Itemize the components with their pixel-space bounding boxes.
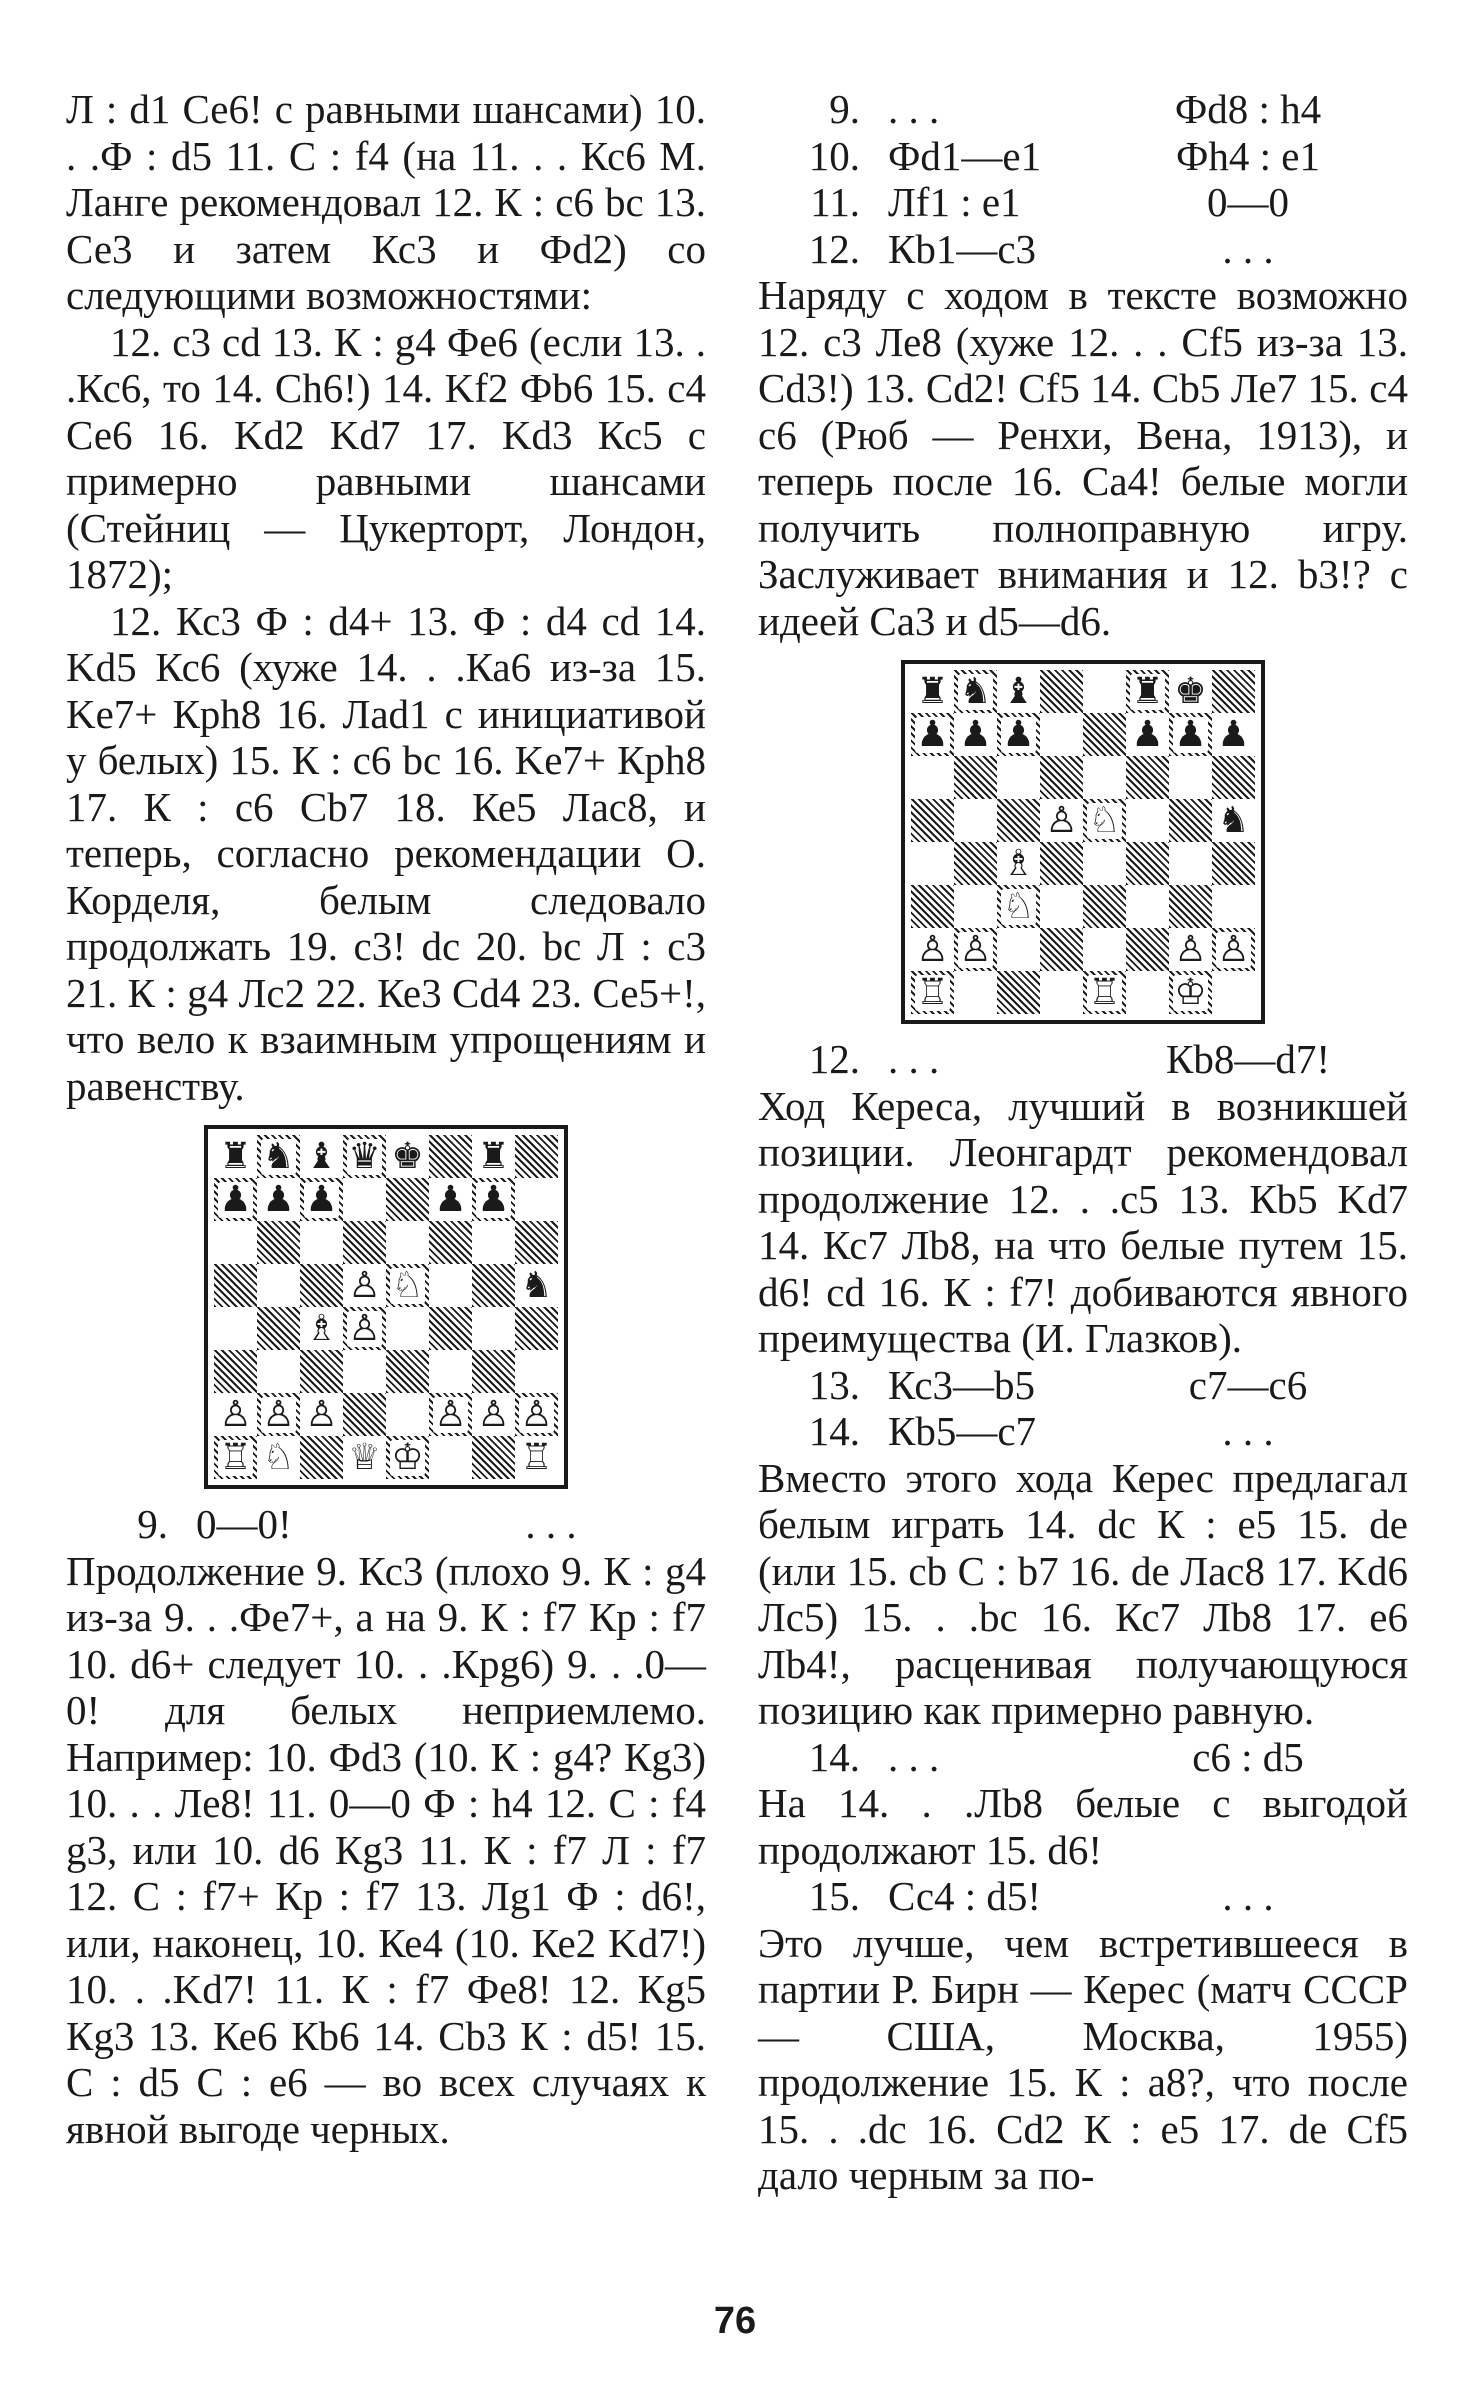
board-square: [997, 885, 1040, 928]
white-pawn-icon: ♙: [1217, 928, 1250, 970]
board-square: [515, 1350, 558, 1393]
board-square: [1169, 885, 1212, 928]
board-square: [911, 670, 954, 713]
board-square: [257, 1350, 300, 1393]
black-move: . . .: [1222, 225, 1274, 272]
board-square: [1212, 928, 1255, 971]
black-move: Фh4 : e1: [1176, 132, 1320, 179]
white-rook-icon: ♖: [520, 1436, 553, 1478]
paragraph: Продолжение 9. Кс3 (плохо 9. К : g4 из-за 9. . .Фе7+, а на 9. К : f7 Кр : f7 10. d6+ следует 10. . .Крg6) 9. . .0—0! для белых неприемлемо. Например: 10. Фd3 (10. К : g4? Кg3) 10. . . Ле8! 11. 0—0 Ф : h4 12. С : f4 g3, или 10. d6 Кg3 11. К : f7 Л : f7 12. С : f7+ Кр : f7 13. Лg1 Ф : d6!, или, наконец, 10. Ке4 (10. Ке2 Kd7!) 10. . .Kd7! 11. К : f7 Фе8! 12. Кg5 Кg3 13. Ке6 Кb6 14. Cb3 К : d5! 15. С : d5 С : е6 — во всех случаях к явной выгоде черных.: [66, 1547, 706, 2152]
board-square: [472, 1178, 515, 1221]
move-line: [758, 1408, 1408, 1455]
black-king-icon: ♚: [1174, 670, 1207, 712]
board-square: [997, 713, 1040, 756]
board-square: [300, 1221, 343, 1264]
move-number: 15.: [808, 1873, 860, 1919]
black-move: Кb8—d7!: [1166, 1036, 1330, 1082]
move-number: 13.: [808, 1361, 860, 1408]
move-line: [758, 1734, 1408, 1781]
move-line: [758, 226, 1408, 273]
paragraph: Л : d1 Се6! с равными шансами) 10. . .Ф : d5 11. С : f4 (на 11. . . Кс6 М. Ланге рекомендовал 12. К : с6 bс 13. Се3 и затем Кс3 и Фd2) со следующими возможностями:: [66, 86, 706, 318]
board-square: [911, 971, 954, 1014]
board-square: [343, 1221, 386, 1264]
board-square: [472, 1264, 515, 1307]
board-square: [472, 1393, 515, 1436]
board-square: [1040, 670, 1083, 713]
board-square: [1083, 842, 1126, 885]
board-square: [300, 1436, 343, 1479]
black-bishop-icon: ♝: [1002, 670, 1035, 712]
white-move: . . .: [888, 86, 940, 132]
black-rook-icon: ♜: [219, 1135, 252, 1177]
black-pawn-icon: ♟: [305, 1178, 338, 1220]
board-square: [1212, 971, 1255, 1014]
chess-diagram-1-wrap: [66, 1125, 706, 1489]
white-move: . . .: [888, 1733, 940, 1780]
board-square: [1126, 799, 1169, 842]
black-pawn-icon: ♟: [916, 713, 949, 755]
white-pawn-icon: ♙: [348, 1264, 381, 1306]
board-square: [386, 1221, 429, 1264]
move-line: [758, 179, 1408, 226]
board-square: [1040, 971, 1083, 1014]
board-square: [954, 713, 997, 756]
black-pawn-icon: ♟: [1217, 713, 1250, 755]
board-square: [257, 1221, 300, 1264]
move-number: 10.: [808, 132, 860, 179]
board-square: [1126, 928, 1169, 971]
board-square: [257, 1178, 300, 1221]
board-square: [997, 756, 1040, 799]
board-square: [214, 1221, 257, 1264]
black-knight-icon: ♞: [1217, 799, 1250, 841]
board-square: [515, 1178, 558, 1221]
chess-diagram-2: [901, 660, 1265, 1024]
paragraph: 12. Кс3 Ф : d4+ 13. Ф : d4 cd 14. Kd5 Кс6 (хуже 14. . .Ка6 из-за 15. Ke7+ Крh8 16. Лad1 с инициативой у белых) 15. К : с6 bc 16. Ke7+ Крh8 17. К : c6 Cb7 18. Ке5 Лас8, и теперь, согласно рекомендации О. Корделя, белым следовало продолжать 19. с3! dc 20. bc Л : с3 21. К : g4 Лс2 22. Ке3 Cd4 23. Се5+!, что вело к взаимным упрощениям и равенству.: [66, 597, 706, 1109]
white-knight-icon: ♘: [1002, 885, 1035, 927]
board-square: [997, 928, 1040, 971]
board-square: [515, 1393, 558, 1436]
black-pawn-icon: ♟: [1174, 713, 1207, 755]
board-square: [1040, 928, 1083, 971]
move-number: 14.: [808, 1408, 860, 1454]
chess-diagram-2-wrap: [758, 660, 1408, 1024]
white-move: Фd1—e1: [888, 132, 1042, 179]
white-pawn-icon: ♙: [348, 1307, 381, 1349]
black-knight-icon: ♞: [959, 670, 992, 712]
black-move: . . .: [1222, 1408, 1274, 1454]
board-square: [1169, 713, 1212, 756]
paragraph: 12. с3 cd 13. К : g4 Фе6 (если 13. . .Кс6, то 14. Ch6!) 14. Kf2 Фb6 15. с4 Се6 16. Kd2 Kd7 17. Kd3 Кс5 с примерно равными шансами (Стейниц — Цукерторт, Лондон, 1872);: [66, 318, 706, 597]
board-square: [1212, 842, 1255, 885]
board-square: [515, 1135, 558, 1178]
board-square: [214, 1436, 257, 1479]
board-square: [1126, 885, 1169, 928]
board-square: [429, 1307, 472, 1350]
board-square: [997, 842, 1040, 885]
white-move: Кb5—с7: [888, 1408, 1037, 1454]
board-square: [911, 928, 954, 971]
page-number: 76: [713, 2300, 757, 2342]
board-square: [1040, 885, 1083, 928]
board-square: [1040, 713, 1083, 756]
board-square: [386, 1436, 429, 1479]
board-square: [429, 1178, 472, 1221]
paragraph: На 14. . .Лb8 белые с выгодой продолжают 15. d6!: [758, 1780, 1408, 1873]
paragraph: Вместо этого хода Керес предлагал белым играть 14. dc К : е5 15. de (или 15. cb С : b7 16. de Лас8 17. Kd6 Лс5) 15. . .bc 16. Кс7 Лb8 17. е6 Лb4!, расценивая получающуюся позицию как примерно равную.: [758, 1454, 1408, 1733]
board-square: [911, 885, 954, 928]
black-queen-icon: ♛: [348, 1135, 381, 1177]
board-square: [386, 1135, 429, 1178]
board-square: [214, 1393, 257, 1436]
move-number: 14.: [808, 1733, 860, 1780]
board-square: [1040, 799, 1083, 842]
white-knight-icon: ♘: [391, 1264, 424, 1306]
board-square: [1040, 842, 1083, 885]
white-pawn-icon: ♙: [305, 1393, 338, 1435]
board-square: [257, 1436, 300, 1479]
board-square: [214, 1350, 257, 1393]
white-king-icon: ♔: [391, 1436, 424, 1478]
white-pawn-icon: ♙: [1045, 799, 1078, 841]
board-square: [954, 971, 997, 1014]
board-square: [1212, 799, 1255, 842]
white-king-icon: ♔: [1174, 971, 1207, 1013]
board-square: [472, 1135, 515, 1178]
chess-diagram-1: [204, 1125, 568, 1489]
white-move: Кb1—c3: [888, 225, 1037, 272]
black-pawn-icon: ♟: [262, 1178, 295, 1220]
white-rook-icon: ♖: [219, 1436, 252, 1478]
board-square: [911, 842, 954, 885]
board-square: [1126, 713, 1169, 756]
board-square: [1126, 670, 1169, 713]
board-square: [954, 670, 997, 713]
board-square: [214, 1264, 257, 1307]
move-line: [758, 86, 1408, 133]
board-square: [386, 1178, 429, 1221]
board-square: [300, 1307, 343, 1350]
black-pawn-icon: ♟: [219, 1178, 252, 1220]
move-line: [66, 1501, 706, 1548]
black-bishop-icon: ♝: [305, 1135, 338, 1177]
black-move: . . .: [1222, 1873, 1274, 1919]
black-pawn-icon: ♟: [959, 713, 992, 755]
paragraph: Это лучше, чем встретившееся в партии Р. Бирн — Керес (матч СССР — США, Москва, 1955) продолжение 15. К : а8?, что после 15. . .dc 16. Cd2 К : е5 17. de Cf5 дало черным за по-: [758, 1919, 1408, 2198]
board-square: [997, 799, 1040, 842]
move-number: 12.: [808, 225, 860, 272]
board-square: [1083, 756, 1126, 799]
move-line: [758, 1362, 1408, 1409]
white-move: Сс4 : d5!: [888, 1873, 1042, 1919]
board-square: [429, 1436, 472, 1479]
board-square: [386, 1307, 429, 1350]
board-square: [472, 1436, 515, 1479]
board-square: [954, 756, 997, 799]
board-square: [472, 1221, 515, 1264]
paragraph: Ход Кереса, лучший в возникшей позиции. Леонгардт рекомендовал продолжение 12. . .с5 13. Кb5 Kd7 14. Кс7 Лb8, на что белые путем 15. d6! cd 16. К : f7! добиваются явного преимущества (И. Глазков).: [758, 1082, 1408, 1361]
move-number: 9.: [829, 86, 860, 132]
board-square: [343, 1350, 386, 1393]
white-rook-icon: ♖: [916, 971, 949, 1013]
board-square: [472, 1307, 515, 1350]
board-square: [1212, 756, 1255, 799]
board-square: [1040, 756, 1083, 799]
white-pawn-icon: ♙: [262, 1393, 295, 1435]
white-knight-icon: ♘: [1088, 799, 1121, 841]
board-square: [1169, 799, 1212, 842]
white-move: Кс3—b5: [888, 1361, 1036, 1408]
board-square: [343, 1178, 386, 1221]
board-square: [429, 1264, 472, 1307]
white-knight-icon: ♘: [262, 1436, 295, 1478]
white-pawn-icon: ♙: [520, 1393, 553, 1435]
black-rook-icon: ♜: [1131, 670, 1164, 712]
white-move: Лf1 : e1: [888, 179, 1021, 225]
paragraph: Наряду с ходом в тексте возможно 12. с3 Ле8 (хуже 12. . . Сf5 из-за 13. Cd3!) 13. Cd2! Cf5 14. Cb5 Ле7 15. с4 с6 (Рюб — Ренхи, Вена, 1913), и теперь после 16. Са4! белые могли получить полноправную игру. Заслуживает внимания и 12. b3!? с идеей Са3 и d5—d6.: [758, 272, 1408, 644]
board-square: [954, 885, 997, 928]
black-rook-icon: ♜: [477, 1135, 510, 1177]
black-move: . . .: [525, 1501, 577, 1547]
board-square: [1083, 799, 1126, 842]
move-number: 9.: [137, 1501, 168, 1547]
black-move: с6 : d5: [1192, 1733, 1304, 1780]
board-square: [1212, 885, 1255, 928]
board-square: [1169, 842, 1212, 885]
board-square: [343, 1436, 386, 1479]
board-square: [214, 1307, 257, 1350]
board-square: [1169, 928, 1212, 971]
black-king-icon: ♚: [391, 1135, 424, 1177]
board-square: [954, 928, 997, 971]
white-move: 0—0!: [196, 1501, 292, 1547]
board-square: [515, 1436, 558, 1479]
board-square: [429, 1135, 472, 1178]
board-square: [515, 1221, 558, 1264]
board-square: [954, 842, 997, 885]
board-square: [1126, 842, 1169, 885]
white-pawn-icon: ♙: [434, 1393, 467, 1435]
board-square: [257, 1264, 300, 1307]
board-square: [911, 756, 954, 799]
board-square: [515, 1264, 558, 1307]
board-square: [997, 670, 1040, 713]
black-pawn-icon: ♟: [477, 1178, 510, 1220]
board-square: [300, 1135, 343, 1178]
board-square: [429, 1350, 472, 1393]
white-pawn-icon: ♙: [1174, 928, 1207, 970]
board-square: [1212, 713, 1255, 756]
board-square: [1169, 756, 1212, 799]
black-move: Фd8 : h4: [1174, 86, 1322, 132]
board-square: [386, 1264, 429, 1307]
board-square: [1083, 885, 1126, 928]
board-square: [1126, 971, 1169, 1014]
board-square: [911, 713, 954, 756]
black-pawn-icon: ♟: [434, 1178, 467, 1220]
board-square: [911, 799, 954, 842]
board-square: [214, 1135, 257, 1178]
board-square: [300, 1393, 343, 1436]
move-number: 11.: [810, 179, 860, 225]
board-square: [1212, 670, 1255, 713]
board-square: [429, 1393, 472, 1436]
white-bishop-icon: ♗: [305, 1307, 338, 1349]
right-column: [758, 86, 1408, 2199]
board-square: [300, 1350, 343, 1393]
board-square: [1083, 971, 1126, 1014]
board-square: [1169, 670, 1212, 713]
white-pawn-icon: ♙: [477, 1393, 510, 1435]
board-square: [1083, 713, 1126, 756]
board-square: [343, 1393, 386, 1436]
black-knight-icon: ♞: [520, 1264, 553, 1306]
board-square: [472, 1350, 515, 1393]
black-pawn-icon: ♟: [1131, 713, 1164, 755]
move-number: 12.: [808, 1036, 860, 1082]
move-line: [758, 1036, 1408, 1083]
white-move: . . .: [888, 1036, 940, 1082]
board-square: [386, 1350, 429, 1393]
board-square: [300, 1178, 343, 1221]
board-square: [343, 1307, 386, 1350]
board-square: [954, 799, 997, 842]
white-bishop-icon: ♗: [1002, 842, 1035, 884]
black-move: 0—0: [1207, 179, 1289, 225]
board-square: [343, 1264, 386, 1307]
left-column: [66, 86, 706, 2152]
board-square: [300, 1264, 343, 1307]
black-move: с7—с6: [1188, 1361, 1308, 1408]
board-square: [214, 1178, 257, 1221]
board-square: [429, 1221, 472, 1264]
white-pawn-icon: ♙: [219, 1393, 252, 1435]
white-queen-icon: ♕: [348, 1436, 381, 1478]
board-square: [997, 971, 1040, 1014]
move-line: [758, 1873, 1408, 1920]
white-pawn-icon: ♙: [916, 928, 949, 970]
board-square: [257, 1135, 300, 1178]
board-square: [343, 1135, 386, 1178]
black-pawn-icon: ♟: [1002, 713, 1035, 755]
board-square: [386, 1393, 429, 1436]
white-pawn-icon: ♙: [959, 928, 992, 970]
white-rook-icon: ♖: [1088, 971, 1121, 1013]
board-square: [1169, 971, 1212, 1014]
black-rook-icon: ♜: [916, 670, 949, 712]
board-square: [515, 1307, 558, 1350]
board-square: [257, 1393, 300, 1436]
black-knight-icon: ♞: [262, 1135, 295, 1177]
move-line: [758, 133, 1408, 180]
board-square: [257, 1307, 300, 1350]
board-square: [1126, 756, 1169, 799]
board-square: [1083, 928, 1126, 971]
board-square: [1083, 670, 1126, 713]
